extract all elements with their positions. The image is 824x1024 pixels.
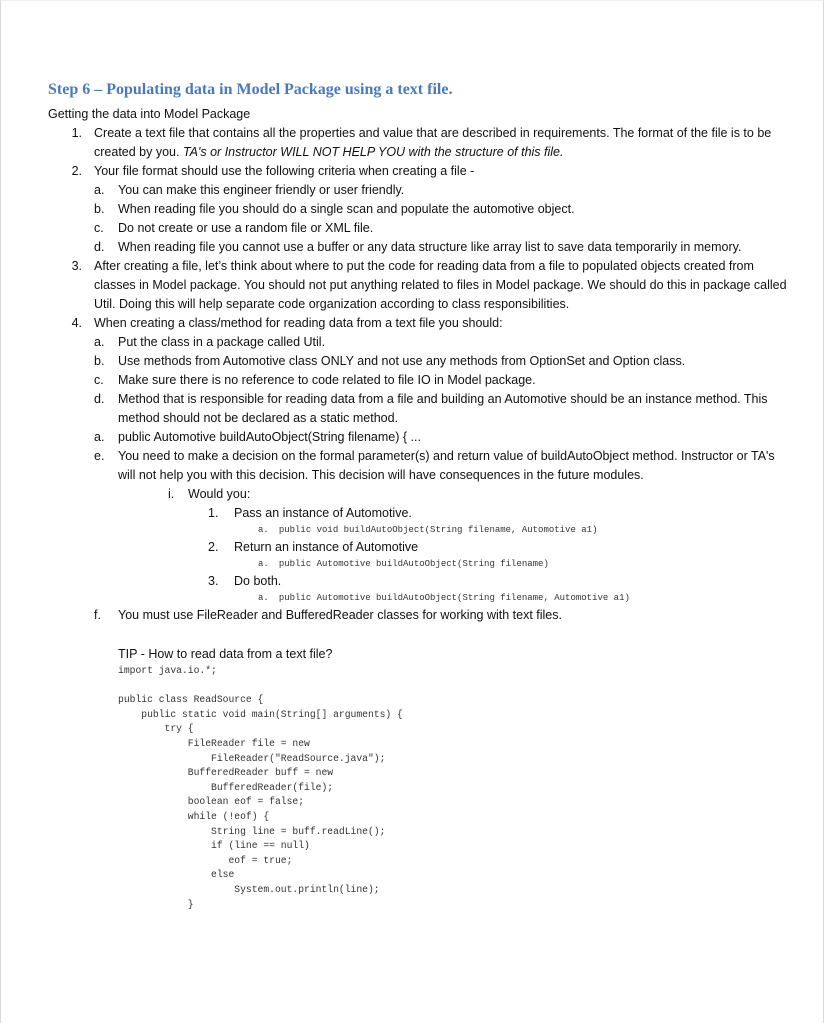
sub-item-text: You can make this engineer friendly or user friendly.: [118, 183, 405, 197]
list-item-1: [48, 124, 788, 162]
sub-item-text: When reading file you should do a single scan and populate the automotive object.: [118, 202, 575, 216]
option-code-text: public void buildAutoObject(String filename, Automotive a1): [278, 525, 598, 535]
option-text: Return an instance of Automotive: [234, 540, 419, 554]
sub-item: [48, 238, 788, 257]
option-code: [48, 523, 788, 538]
option-number: 2.: [208, 540, 219, 554]
sub-item: [48, 606, 788, 625]
item-number: 4.: [71, 316, 82, 330]
sub-item-letter: a.: [94, 183, 105, 197]
sub-item-text: Method that is responsible for reading data from a file and building an Automotive should be an instance method. This method should not be declared as a static method.: [118, 392, 768, 425]
sub-item-text: When reading file you cannot use a buffer or any data structure like array list to save data temporarily in memory.: [118, 240, 742, 254]
list-item-3: [48, 257, 788, 314]
intro-text: Getting the data into Model Package: [48, 107, 251, 121]
sub-item-text: You must use FileReader and BufferedReader classes for working with text files.: [118, 608, 562, 622]
sub-item: [48, 333, 788, 352]
sub-item: [48, 447, 788, 485]
step-title: Step 6 – Populating data in Model Package using a text file.: [48, 81, 453, 98]
sub-item: [48, 352, 788, 371]
sub-item: [48, 390, 788, 428]
code-line: String line = buff.readLine();: [118, 825, 386, 837]
option-number: 1.: [208, 506, 219, 520]
option-item: [48, 504, 788, 523]
code-line: else: [118, 869, 235, 881]
code-line: FileReader("ReadSource.java");: [118, 752, 386, 764]
sub-item-text: Put the class in a package called Util.: [118, 335, 326, 349]
option-code-text: public Automotive buildAutoObject(String filename, Automotive a1): [278, 593, 630, 603]
sub-item-letter: c.: [94, 373, 104, 387]
code-line: }: [118, 898, 194, 910]
sub-item-letter: e.: [94, 449, 105, 463]
code-line: eof = true;: [118, 854, 293, 866]
roman-item: [48, 485, 788, 504]
sub-item-letter: b.: [94, 202, 105, 216]
item-number: 1.: [71, 126, 82, 140]
list-item-2: [48, 162, 788, 181]
code-line: BufferedReader buff = new: [118, 767, 334, 779]
code-line: System.out.println(line);: [118, 883, 380, 895]
sub-item-letter: c.: [94, 221, 104, 235]
code-line: try {: [118, 723, 194, 735]
item-number: 2.: [71, 164, 82, 178]
sub-item-letter: a.: [94, 335, 105, 349]
sub-item-text: public Automotive buildAutoObject(String filename) { ...: [118, 430, 421, 444]
sub-item-letter: a.: [94, 430, 105, 444]
sub-item-letter: b.: [94, 354, 105, 368]
item-text: [94, 124, 788, 162]
option-item: [48, 572, 788, 591]
code-block: [48, 664, 788, 912]
option-code: [48, 557, 788, 572]
option-code-letter: a.: [258, 559, 269, 569]
list-item-4: [48, 314, 788, 333]
item-text: Your file format should use the following criteria when creating a file -: [94, 164, 475, 178]
code-line: FileReader file = new: [118, 737, 310, 749]
tip-heading: TIP - How to read data from a text file?: [118, 647, 333, 661]
code-line: public static void main(String[] arguments) {: [118, 708, 403, 720]
code-line: while (!eof) {: [118, 810, 270, 822]
sub-item: [48, 181, 788, 200]
sub-item: [48, 219, 788, 238]
option-number: 3.: [208, 574, 219, 588]
sub-item: [48, 428, 788, 447]
option-item: [48, 538, 788, 557]
roman-numeral: i.: [168, 487, 175, 501]
code-line: BufferedReader(file);: [118, 781, 334, 793]
sub-item-text: Do not create or use a random file or XML file.: [118, 221, 374, 235]
sub-item-text: You need to make a decision on the formal parameter(s) and return value of buildAutoObject method. Instructor or TA's will not help you with this decision. This decision will have consequences in the future modules.: [118, 449, 775, 482]
code-line: if (line == null): [118, 840, 310, 852]
code-line: boolean eof = false;: [118, 796, 305, 808]
option-text: Pass an instance of Automotive.: [234, 506, 412, 520]
option-code-letter: a.: [258, 525, 269, 535]
sub-item-letter: d.: [94, 240, 105, 254]
option-code-text: public Automotive buildAutoObject(String filename): [278, 559, 549, 569]
item-number: 3.: [71, 259, 82, 273]
roman-text: Would you:: [188, 487, 251, 501]
sub-item-letter: f.: [94, 608, 101, 622]
sub-item-letter: d.: [94, 392, 105, 406]
sub-item-text: Use methods from Automotive class ONLY and not use any methods from OptionSet and Option class.: [118, 354, 686, 368]
code-line: import java.io.*;: [118, 665, 217, 676]
item-text-italic: TA's or Instructor WILL NOT HELP YOU with the structure of this file.: [182, 145, 564, 159]
item-text-plain: Create a text file that contains all the properties and value that are described in requirements. The format of the file is to be created by you.: [94, 126, 772, 159]
document-content: [48, 81, 788, 912]
sub-item: [48, 200, 788, 219]
option-code-letter: a.: [258, 593, 269, 603]
item-text: When creating a class/method for reading data from a text file you should:: [94, 316, 503, 330]
sub-item: [48, 371, 788, 390]
option-code: [48, 591, 788, 606]
option-text: Do both.: [234, 574, 282, 588]
code-line: public class ReadSource {: [118, 694, 264, 706]
item-text: After creating a file, let’s think about where to put the code for reading data from a file to populated objects created from classes in Model package. You should not put anything related to files in Model package. We should do this in package called Util. Doing this will help separate code organization according to class responsibilities.: [94, 259, 787, 311]
sub-item-text: Make sure there is no reference to code related to file IO in Model package.: [118, 373, 536, 387]
